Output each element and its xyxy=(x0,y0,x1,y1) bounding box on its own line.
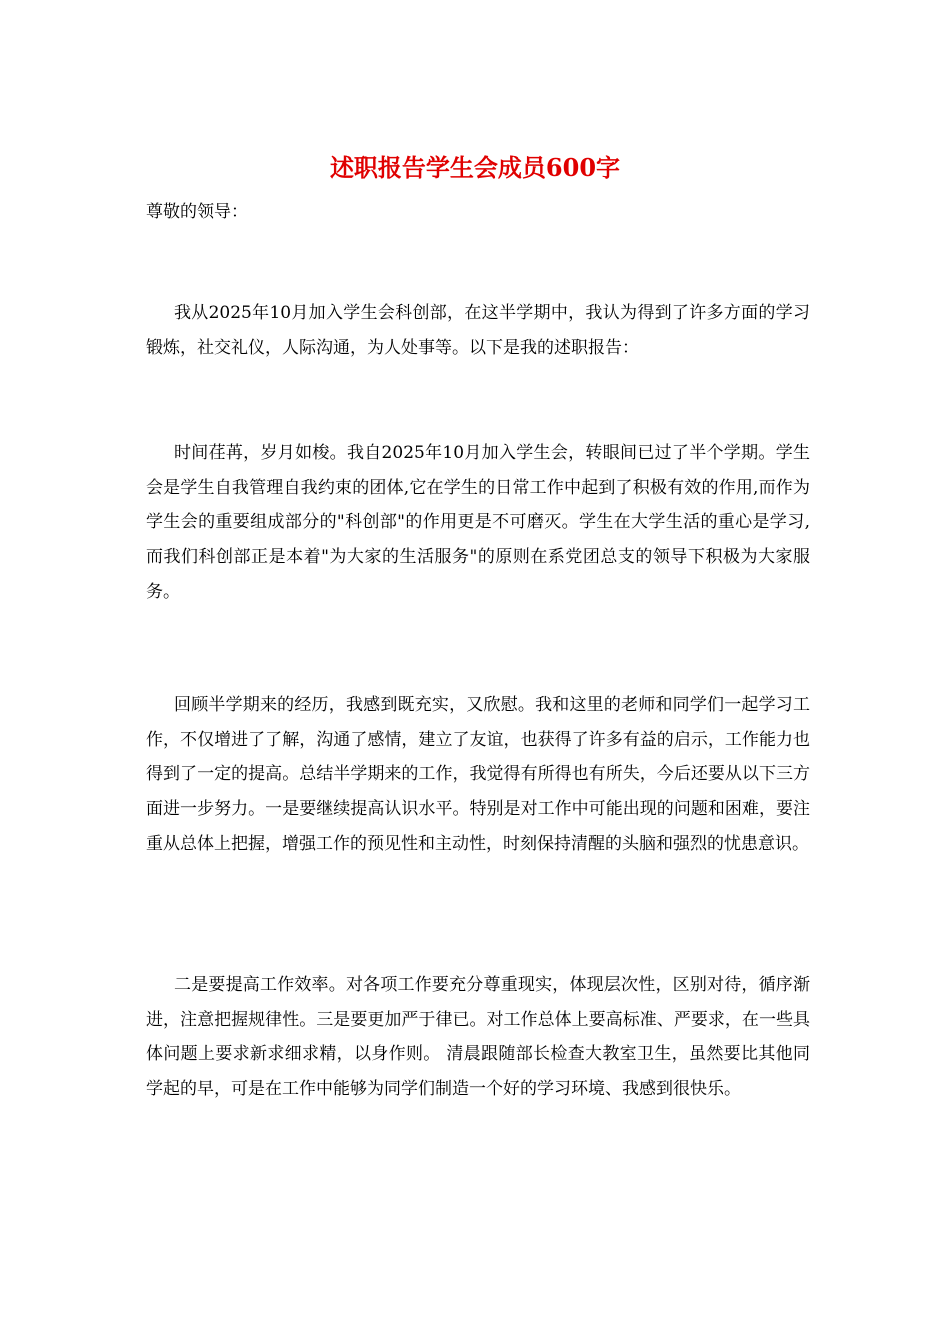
paragraph-1: 我从2025年10月加入学生会科创部，在这半学期中，我认为得到了许多方面的学习锻炼，社交礼仪，人际沟通，为人处事等。以下是我的述职报告： xyxy=(146,303,810,358)
salutation: 尊敬的领导： xyxy=(146,202,248,222)
document-title: 述职报告学生会成员600字 xyxy=(329,153,621,182)
paragraph-2: 时间荏苒，岁月如梭。我自2025年10月加入学生会，转眼间已过了半个学期。学生会是学生自我管理自我约束的团体,它在学生的日常工作中起到了积极有效的作用,而作为学生会的重要组成部分的"科创部"的作用更是不可磨灭。学生在大学生活的重心是学习,而我们科创部正是本着"为大家的生活服务"的原则在系党团总支的领导下积极为大家服务。 xyxy=(146,443,810,602)
paragraph-4: 二是要提高工作效率。对各项工作要充分尊重现实，体现层次性，区别对待，循序渐进，注意把握规律性。三是要更加严于律已。对工作总体上要高标准、严要求，在一些具体问题上要求新求细求精，以身作则。 清晨跟随部长检查大教室卫生，虽然要比其他同学起的早，可是在工作中能够为同学们制造一个好的学习环境、我感到很快乐。 xyxy=(146,975,810,1100)
paragraph-3: 回顾半学期来的经历，我感到既充实，又欣慰。我和这里的老师和同学们一起学习工作，不仅增进了了解，沟通了感情，建立了友谊，也获得了许多有益的启示，工作能力也得到了一定的提高。总结半学期来的工作，我觉得有所得也有所失，今后还要从以下三方面进一步努力。一是要继续提高认识水平。特别是对工作中可能出现的问题和困难，要注重从总体上把握，增强工作的预见性和主动性，时刻保持清醒的头脑和强烈的忧患意识。 xyxy=(146,695,810,854)
